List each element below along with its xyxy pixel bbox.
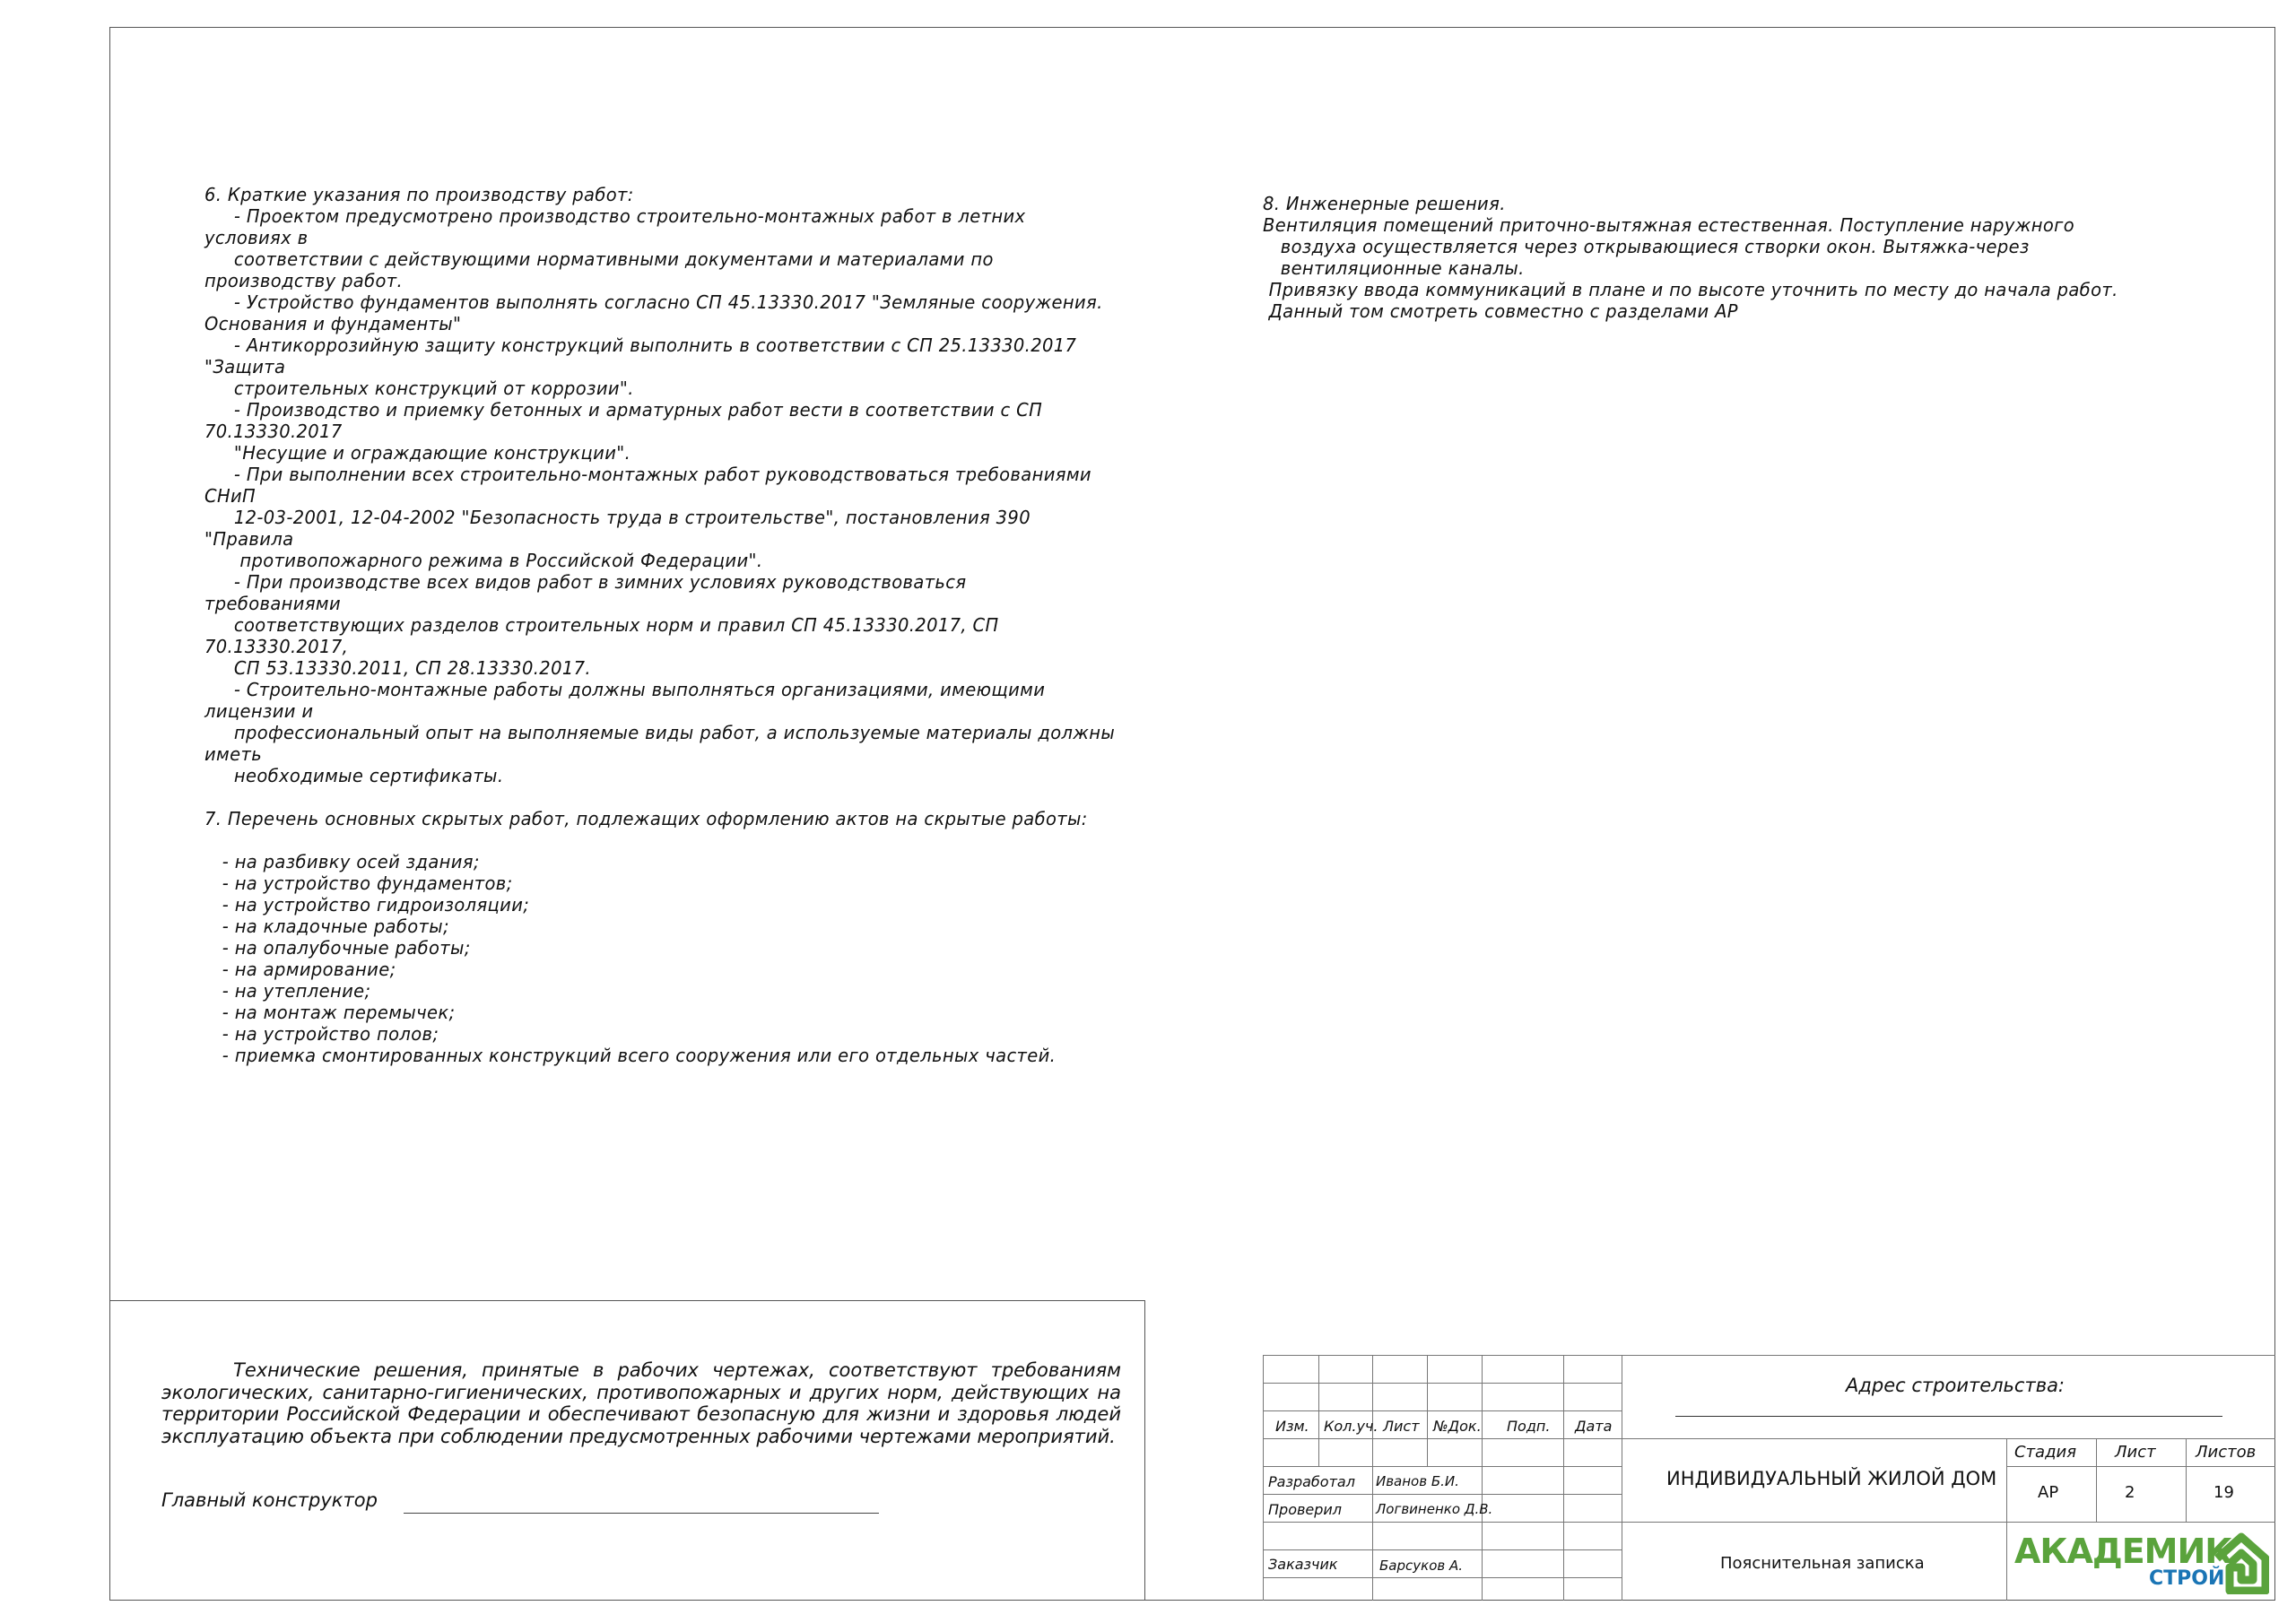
note-line: соответствующих разделов строительных норм и правил СП 45.13330.2017, СП: [204, 614, 999, 636]
role-checked: Проверил: [1268, 1501, 1343, 1518]
note-line: [204, 829, 1163, 851]
sheets-value: 19: [2213, 1483, 2234, 1502]
customer-name: Барсуков А.: [1379, 1558, 1464, 1574]
approval-block: [109, 1300, 1145, 1601]
note-line: - Строительно-монтажные работы должны выполняться организациями, имеющими: [204, 679, 1046, 700]
note-line: 6. Краткие указания по производству работ:: [204, 184, 634, 205]
note-line: строительных конструкций от коррозии".: [204, 378, 634, 399]
approval-text: Технические решения, принятые в рабочих чертежах, соответствуют требованиям экологических, санитарно-гигиенических, противопожарных и других норм, действующих на территории Российской Федерации и обеспечивают безопасную для жизни и здоровья людей эксплуатацию объекта при соблюдении предусмотренных рабочими чертежами мероприятий.: [161, 1359, 1121, 1447]
logo-text-top: АКАДЕМИК: [2014, 1532, 2232, 1571]
note-line: 12-03-2001, 12-04-2002 "Безопасность труда в строительстве", постановления 390: [204, 507, 1031, 528]
note-line: 7. Перечень основных скрытых работ, подлежащих оформлению актов на скрытые работы:: [204, 808, 1088, 829]
note-line: условиях в: [204, 227, 309, 248]
note-line: 70.13330.2017: [204, 421, 343, 442]
document-name: Пояснительная записка: [1720, 1554, 1925, 1573]
note-line: лицензии и: [204, 700, 314, 722]
note-line: противопожарного режима в Российской Федерации".: [204, 550, 763, 571]
note-line: СНиП: [204, 485, 257, 507]
note-line: - При выполнении всех строительно-монтажных работ руководствоваться требованиями: [204, 464, 1091, 485]
note-line: "Защита: [204, 356, 286, 378]
note-line: профессиональный опыт на выполняемые виды работ, а используемые материалы должны: [204, 722, 1116, 743]
header-doc: №Док.: [1433, 1418, 1482, 1435]
note-line: - приемка смонтированных конструкций всего сооружения или его отдельных частей.: [204, 1045, 1057, 1066]
note-line: иметь: [204, 743, 263, 765]
sheet-label: Лист: [2115, 1443, 2156, 1462]
note-line: 70.13330.2017,: [204, 636, 349, 657]
notes-left-column: [204, 184, 1163, 1066]
notes-right-column: [1263, 193, 2163, 322]
note-line: вентиляционные каналы.: [1263, 257, 1525, 279]
note-line: - на монтаж перемычек;: [204, 1002, 456, 1023]
company-logo: [2014, 1528, 2270, 1598]
stage-label: Стадия: [2014, 1443, 2077, 1462]
note-line: - на кладочные работы;: [204, 916, 449, 937]
title-block: [1263, 1355, 2275, 1601]
note-line: - на опалубочные работы;: [204, 937, 471, 959]
house-logo-icon: [2213, 1532, 2269, 1594]
header-date: Дата: [1575, 1418, 1613, 1435]
note-line: Основания и фундаменты": [204, 313, 462, 334]
note-line: - При производстве всех видов работ в зимних условиях руководствоваться: [204, 571, 967, 593]
note-line: воздуха осуществляется через открывающиеся створки окон. Вытяжка-через: [1263, 236, 2030, 257]
sheet-value: 2: [2125, 1483, 2135, 1502]
note-line: СП 53.13330.2011, СП 28.13330.2017.: [204, 657, 591, 679]
note-line: [204, 786, 1163, 808]
note-line: - на устройство фундаментов;: [204, 872, 513, 894]
header-list: Лист: [1383, 1418, 1420, 1435]
address-label: Адрес строительства:: [1846, 1375, 2066, 1396]
header-sign: Подп.: [1507, 1418, 1551, 1435]
note-line: требованиями: [204, 593, 342, 614]
checked-by: Логвиненко Д.В.: [1376, 1501, 1493, 1517]
note-line: Привязку ввода коммуникаций в плане и по высоте уточнить по месту до начала работ.: [1263, 279, 2118, 300]
note-line: "Несущие и ограждающие конструкции".: [204, 442, 631, 464]
developed-by: Иванов Б.И.: [1376, 1473, 1459, 1489]
note-line: - на устройство полов;: [204, 1023, 439, 1045]
note-line: производству работ.: [204, 270, 404, 291]
note-line: - на армирование;: [204, 959, 396, 980]
header-kol: Кол.уч.: [1324, 1418, 1378, 1435]
role-developed: Разработал: [1268, 1473, 1355, 1490]
signature-line: [404, 1513, 879, 1514]
note-line: Данный том смотреть совместно с разделами АР: [1263, 300, 1738, 322]
note-line: - Производство и приемку бетонных и арматурных работ вести в соответствии с СП: [204, 399, 1043, 421]
object-name: ИНДИВИДУАЛЬНЫЙ ЖИЛОЙ ДОМ: [1666, 1468, 1997, 1489]
header-izm: Изм.: [1275, 1418, 1309, 1435]
note-line: - на утепление;: [204, 980, 371, 1002]
note-line: - Антикоррозийную защиту конструкций выполнить в соответствии с СП 25.13330.2017: [204, 334, 1077, 356]
logo-text-bottom: СТРОЙ: [2149, 1567, 2225, 1590]
note-line: соответствии с действующими нормативными документами и материалами по: [204, 248, 994, 270]
sheets-label: Листов: [2196, 1443, 2257, 1462]
note-line: - на разбивку осей здания;: [204, 851, 480, 872]
note-line: - Устройство фундаментов выполнять согласно СП 45.13330.2017 "Земляные сооружения.: [204, 291, 1103, 313]
note-line: "Правила: [204, 528, 294, 550]
note-line: - Проектом предусмотрено производство строительно-монтажных работ в летних: [204, 205, 1026, 227]
stage-value: АР: [2038, 1483, 2059, 1502]
note-line: Вентиляция помещений приточно-вытяжная естественная. Поступление наружного: [1263, 214, 2075, 236]
note-line: - на устройство гидроизоляции;: [204, 894, 530, 916]
chief-engineer-label: Главный конструктор: [161, 1489, 378, 1511]
role-customer: Заказчик: [1268, 1556, 1338, 1573]
note-line: 8. Инженерные решения.: [1263, 193, 1506, 214]
note-line: необходимые сертификаты.: [204, 765, 504, 786]
